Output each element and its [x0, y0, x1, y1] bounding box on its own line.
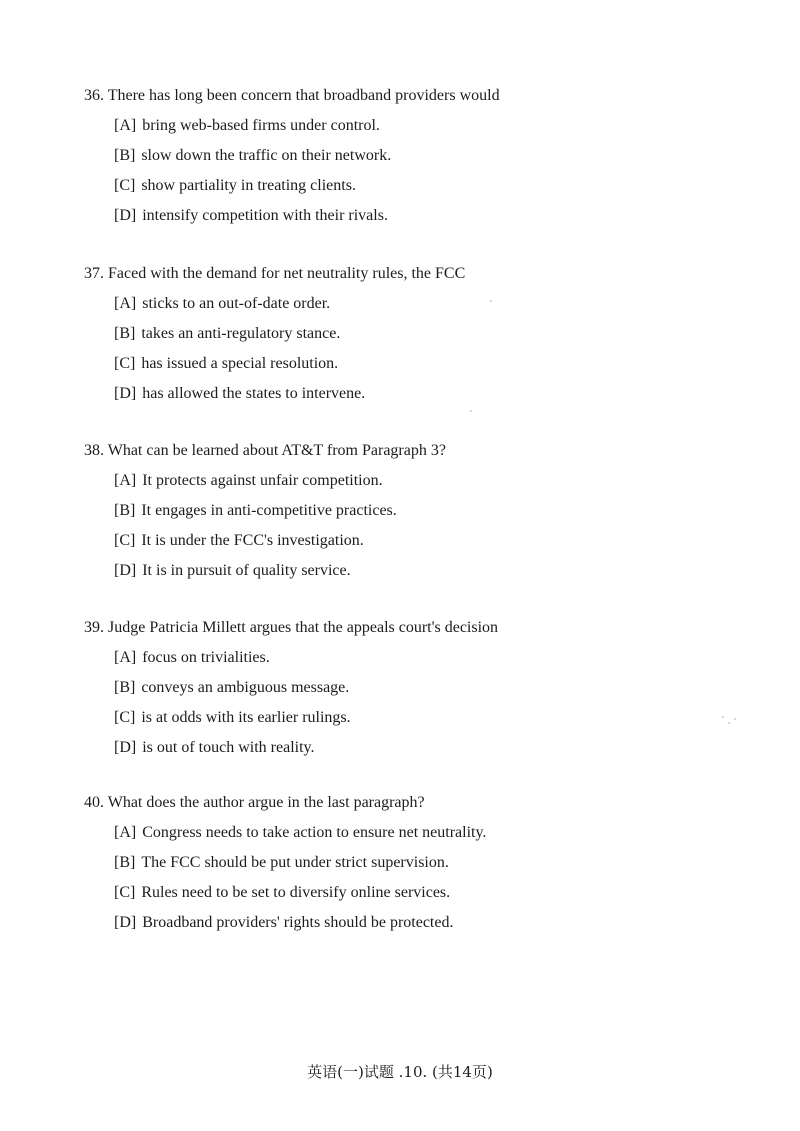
page-footer: 英语(一)试题 .10. (共14页) [307, 1063, 493, 1081]
option-b [84, 324, 724, 344]
option-letter: [B] [114, 502, 136, 519]
question-number: 37. [84, 265, 104, 282]
question-stem [84, 86, 724, 106]
option-letter: [B] [114, 854, 136, 871]
question-number: 40. [84, 794, 104, 811]
option-text: is at odds with its earlier rulings. [141, 709, 351, 726]
option-text: The FCC should be put under strict supervision. [141, 854, 449, 871]
question-stem [84, 618, 724, 638]
option-c [84, 531, 724, 551]
option-d [84, 561, 724, 581]
question-36 [84, 86, 724, 226]
option-text: bring web-based firms under control. [142, 117, 380, 134]
question-number: 38. [84, 442, 104, 459]
question-stem [84, 441, 724, 461]
option-letter: [C] [114, 709, 136, 726]
option-a [84, 648, 724, 668]
scan-speck [470, 410, 472, 412]
option-letter: [A] [114, 472, 137, 489]
option-text: has issued a special resolution. [141, 355, 339, 372]
option-letter: [C] [114, 532, 136, 549]
scan-speck [490, 300, 492, 302]
option-text: slow down the traffic on their network. [141, 147, 392, 164]
option-letter: [C] [114, 884, 136, 901]
question-38 [84, 441, 724, 581]
question-text: There has long been concern that broadband providers would [107, 87, 500, 104]
option-text: conveys an ambiguous message. [141, 679, 350, 696]
option-letter: [B] [114, 325, 136, 342]
option-d [84, 206, 724, 226]
scan-speck [734, 718, 736, 720]
option-text: Congress needs to take action to ensure net neutrality. [142, 824, 487, 841]
option-letter: [A] [114, 117, 137, 134]
option-c [84, 883, 724, 903]
option-text: sticks to an out-of-date order. [142, 295, 331, 312]
question-39 [84, 618, 724, 758]
option-b [84, 678, 724, 698]
option-a [84, 116, 724, 136]
option-letter: [D] [114, 914, 137, 931]
option-d [84, 913, 724, 933]
option-text: It protects against unfair competition. [142, 472, 383, 489]
question-number: 39. [84, 619, 104, 636]
option-letter: [D] [114, 562, 137, 579]
option-text: It engages in anti-competitive practices. [141, 502, 397, 519]
option-text: intensify competition with their rivals. [142, 207, 388, 224]
option-text: It is in pursuit of quality service. [142, 562, 351, 579]
option-letter: [D] [114, 207, 137, 224]
option-c [84, 176, 724, 196]
option-text: Broadband providers' rights should be protected. [142, 914, 454, 931]
option-d [84, 384, 724, 404]
option-text: takes an anti-regulatory stance. [141, 325, 341, 342]
option-b [84, 853, 724, 873]
option-text: is out of touch with reality. [142, 739, 315, 756]
option-c [84, 354, 724, 374]
option-letter: [B] [114, 147, 136, 164]
question-text: What does the author argue in the last paragraph? [107, 794, 425, 811]
option-a [84, 294, 724, 314]
option-d [84, 738, 724, 758]
question-text: What can be learned about AT&T from Paragraph 3? [107, 442, 446, 459]
option-letter: [A] [114, 295, 137, 312]
scan-speck [722, 716, 724, 718]
question-text: Judge Patricia Millett argues that the appeals court's decision [108, 619, 499, 636]
question-37 [84, 264, 724, 404]
option-letter: [A] [114, 649, 137, 666]
question-stem [84, 264, 724, 284]
option-text: show partiality in treating clients. [141, 177, 356, 194]
option-letter: [D] [114, 385, 137, 402]
option-letter: [D] [114, 739, 137, 756]
option-a [84, 823, 724, 843]
option-text: Rules need to be set to diversify online services. [141, 884, 451, 901]
option-b [84, 501, 724, 521]
option-text: focus on trivialities. [142, 649, 270, 666]
question-40 [84, 793, 724, 933]
option-text: It is under the FCC's investigation. [141, 532, 364, 549]
question-text: Faced with the demand for net neutrality rules, the FCC [108, 265, 466, 282]
option-letter: [C] [114, 177, 136, 194]
question-number: 36. [84, 87, 104, 104]
option-a [84, 471, 724, 491]
option-text: has allowed the states to intervene. [142, 385, 366, 402]
option-letter: [A] [114, 824, 137, 841]
scan-speck [728, 722, 730, 724]
question-stem [84, 793, 724, 813]
option-c [84, 708, 724, 728]
option-letter: [B] [114, 679, 136, 696]
option-b [84, 146, 724, 166]
option-letter: [C] [114, 355, 136, 372]
